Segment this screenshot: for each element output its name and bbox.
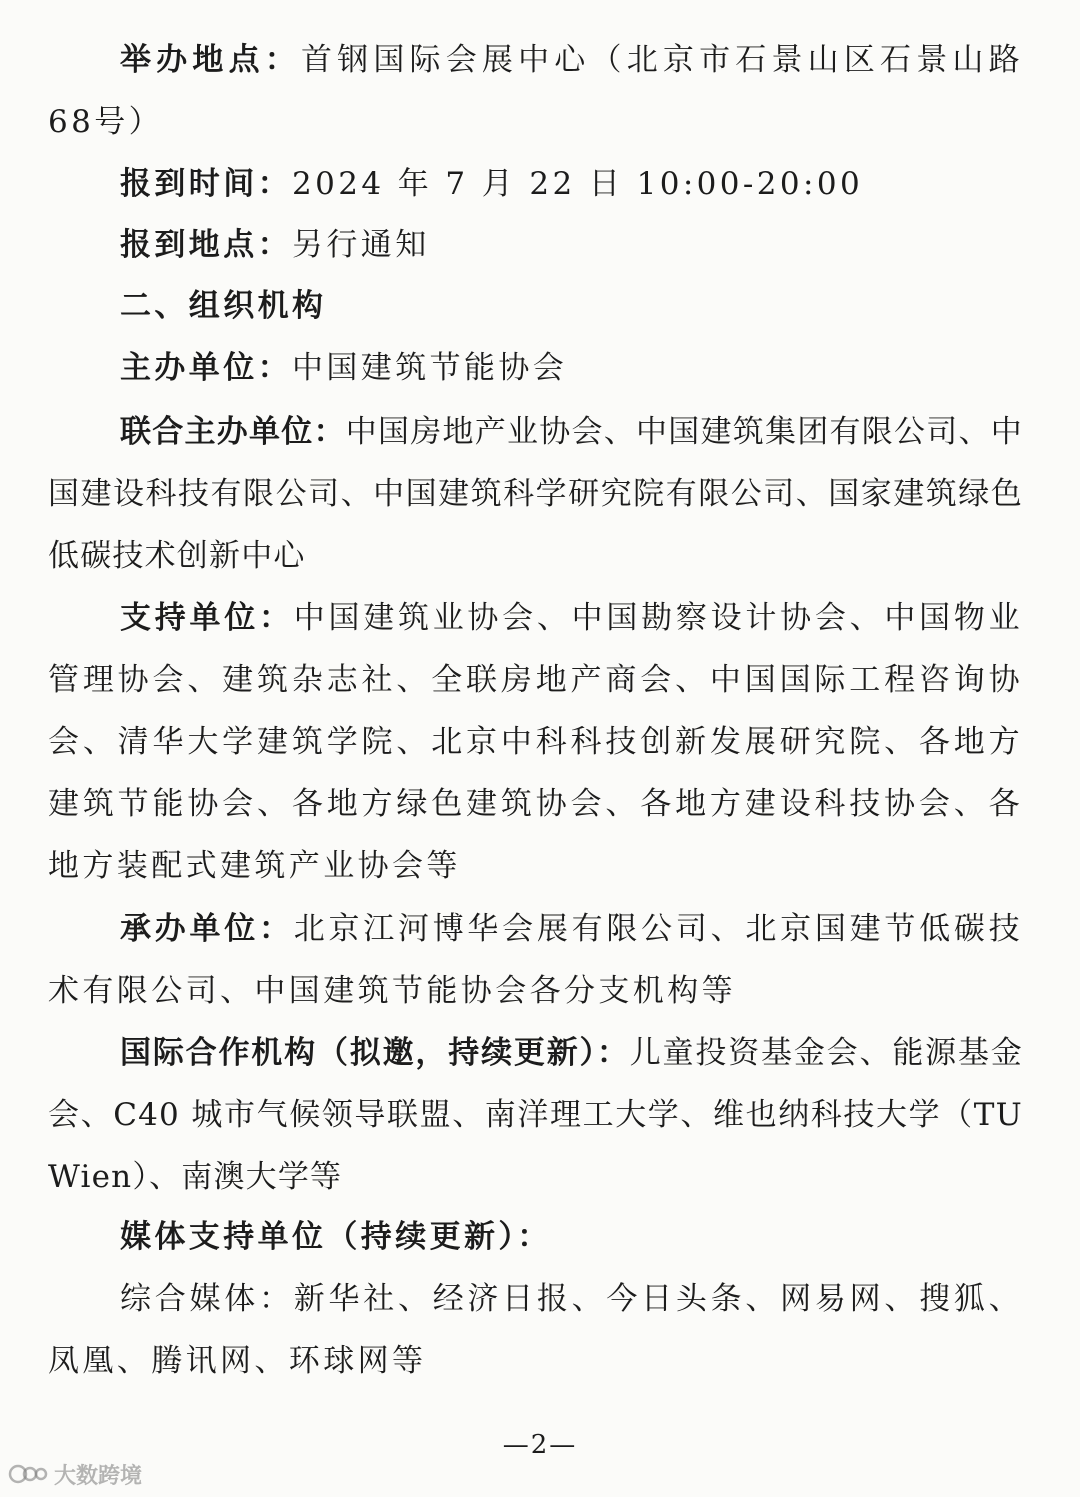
host-paragraph [48, 337, 1023, 399]
venue-paragraph [48, 29, 1023, 153]
checkin-time-paragraph [48, 153, 1023, 215]
organizers-text: 北京江河博华会展有限公司、北京国建节低碳技术有限公司、中国建筑节能协会各分支机构等 [48, 911, 1023, 1009]
checkin-place-label: 报到地点： [120, 227, 292, 263]
checkin-time-label: 报到时间： [120, 166, 292, 202]
organizers-paragraph [48, 898, 1023, 1022]
supporters-paragraph [48, 587, 1023, 897]
co-hosts-text: 中国房地产业协会、中国建筑集团有限公司、中国建设科技有限公司、中国建筑科学研究院有限公司、国家建筑绿色低碳技术创新中心 [48, 414, 1023, 574]
intl-partners-text: 儿童投资基金会、能源基金会、C40 城市气候领导联盟、南洋理工大学、维也纳科技大学（TU Wien）、南澳大学等 [48, 1035, 1023, 1195]
bigdata-logo-icon [8, 1461, 48, 1487]
host-text: 中国建筑节能协会 [292, 350, 568, 386]
co-hosts-label: 联合主办单位： [120, 414, 346, 450]
section-heading: 二、组织机构 [120, 288, 327, 324]
media-paragraph [48, 1268, 1023, 1392]
intl-partners-label: 国际合作机构（拟邀，持续更新）： [120, 1035, 630, 1071]
checkin-time-text: 2024 年 7 月 22 日 10:00-20:00 [292, 166, 864, 202]
co-hosts-paragraph [48, 401, 1023, 587]
media-text: 新华社、经济日报、今日头条、网易网、搜狐、凤凰、腾讯网、环球网等 [48, 1281, 1023, 1379]
venue-text: 首钢国际会展中心（北京市石景山区石景山路68号） [48, 42, 1024, 140]
organizers-label: 承办单位： [120, 911, 294, 947]
media-heading: 媒体支持单位（持续更新）： [120, 1219, 552, 1255]
page-number: —2— [502, 1430, 578, 1460]
watermark-text: 大数跨境 [54, 1463, 143, 1489]
media-label: 综合媒体： [120, 1281, 294, 1317]
checkin-place-paragraph [48, 214, 1023, 276]
watermark [8, 1458, 142, 1490]
checkin-place-text: 另行通知 [292, 227, 430, 263]
intl-partners-paragraph [48, 1022, 1023, 1208]
host-label: 主办单位： [120, 350, 292, 386]
supporters-text: 中国建筑业协会、中国勘察设计协会、中国物业管理协会、建筑杂志社、全联房地产商会、中国国际工程咨询协会、清华大学建筑学院、北京中科科技创新发展研究院、各地方建筑节能协会、各地方绿色建筑协会、各地方建设科技协会、各地方装配式建筑产业协会等 [48, 600, 1023, 884]
supporters-label: 支持单位： [120, 600, 294, 636]
venue-label: 举办地点： [120, 42, 301, 78]
